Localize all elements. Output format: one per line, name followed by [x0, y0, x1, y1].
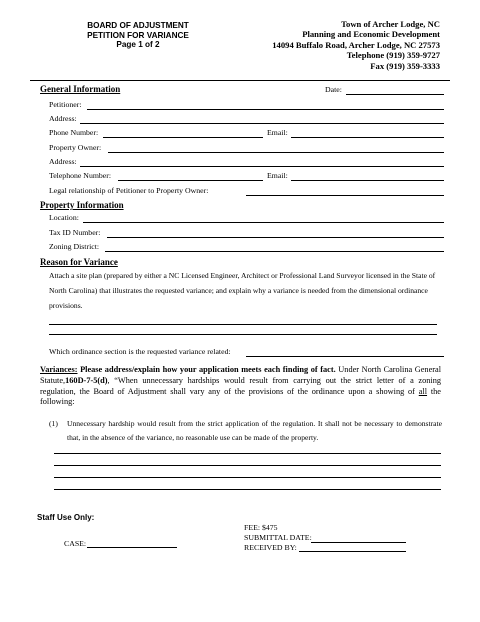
petitioner-field[interactable] — [87, 100, 444, 110]
case-field[interactable] — [87, 538, 177, 548]
received-by-label: RECEIVED BY: — [244, 543, 297, 552]
owner-address-field[interactable] — [80, 157, 444, 167]
finding-answer-line-1[interactable] — [54, 453, 441, 454]
fee-amount: FEE: $475 — [244, 523, 278, 532]
email-field[interactable] — [291, 128, 444, 138]
staff-use-heading: Staff Use Only: — [37, 513, 95, 522]
legal-relationship-label: Legal relationship of Petitioner to Property Owner: — [49, 186, 209, 195]
phone-number-field[interactable] — [103, 128, 263, 138]
property-information-heading: Property Information — [40, 200, 124, 210]
town-address-block — [272, 19, 440, 71]
location-label: Location: — [49, 213, 79, 222]
header-divider — [30, 80, 450, 81]
received-by-field[interactable] — [299, 542, 406, 552]
telephone-number-field[interactable] — [118, 171, 263, 181]
site-plan-instructions: Attach a site plan (prepared by either a NC Licensed Engineer, Architect or Professional Land Surveyor licensed in the State of North Carolina) that illustrates the requested variance; and explain why a variance is needed from the dimensional ordinance provisions. — [49, 271, 436, 310]
property-owner-label: Property Owner: — [49, 143, 102, 152]
reason-for-variance-heading: Reason for Variance — [40, 257, 118, 267]
variances-label: Variances: — [40, 365, 78, 374]
variances-instruction: Please address/explain how your application meets each finding of fact. — [77, 365, 336, 374]
telephone-number-label: Telephone Number: — [49, 171, 112, 180]
petitioner-address-label: Address: — [49, 114, 77, 123]
location-field[interactable] — [83, 213, 444, 223]
finding-answer-line-3[interactable] — [54, 477, 441, 478]
reason-answer-line-2[interactable] — [49, 334, 437, 335]
owner-email-label: Email: — [267, 171, 288, 180]
case-label: CASE: — [64, 539, 87, 548]
ordinance-section-field[interactable] — [246, 347, 444, 357]
street-address: 14094 Buffalo Road, Archer Lodge, NC 27573 — [272, 39, 440, 50]
ordinance-section-label: Which ordinance section is the requested variance related: — [49, 347, 231, 356]
petitioner-label: Petitioner: — [49, 100, 82, 109]
tax-id-label: Tax ID Number: — [49, 228, 101, 237]
variances-paragraph — [40, 365, 441, 408]
finding-answer-line-2[interactable] — [54, 465, 441, 466]
telephone-number: Telephone (919) 359-9727 — [346, 50, 440, 61]
reason-answer-line-1[interactable] — [49, 324, 437, 325]
submittal-date-label: SUBMITTAL DATE: — [244, 533, 312, 542]
date-label: Date: — [325, 85, 342, 94]
statute-quote: , “When unnecessary hardships would result from carrying out the strict letter of a zoning regulation, the Board of Adjustment shall vary any of the provisions of the ordinance upon a showing of — [40, 375, 441, 396]
date-field[interactable] — [346, 85, 444, 95]
petitioner-address-field[interactable] — [80, 114, 444, 124]
statute-number: 160D-7-5(d) — [65, 375, 108, 385]
phone-number-label: Phone Number: — [49, 128, 99, 137]
form-subtitle: PETITION FOR VARIANCE — [87, 30, 189, 40]
email-label: Email: — [267, 128, 288, 137]
fax-number: Fax (919) 359-3333 — [370, 60, 440, 71]
owner-email-field[interactable] — [291, 171, 444, 181]
statute-quote-end: the following: — [40, 386, 441, 407]
statute-intro: Under North Carolina General Statute, — [40, 365, 442, 385]
page-number: Page 1 of 2 — [116, 40, 160, 50]
finding-answer-line-4[interactable] — [54, 489, 441, 490]
all-emphasis: all — [418, 386, 428, 396]
property-owner-field[interactable] — [108, 143, 444, 153]
zoning-district-label: Zoning District: — [49, 242, 100, 251]
form-title-block — [73, 21, 203, 50]
finding-1-number: (1) — [49, 419, 58, 428]
legal-relationship-field[interactable] — [246, 186, 444, 196]
finding-1-text: Unnecessary hardship would result from the strict application of the regulation. It shall not be necessary to demonstrate that, in the absence of the variance, no reasonable use can be made of the property. — [67, 419, 442, 442]
form-title: BOARD OF ADJUSTMENT — [87, 21, 189, 30]
general-information-heading: General Information — [40, 84, 121, 94]
town-name: Town of Archer Lodge, NC — [341, 19, 440, 29]
zoning-district-field[interactable] — [105, 242, 444, 252]
tax-id-field[interactable] — [107, 228, 444, 238]
owner-address-label: Address: — [49, 157, 77, 166]
department-name: Planning and Economic Development — [302, 29, 440, 40]
